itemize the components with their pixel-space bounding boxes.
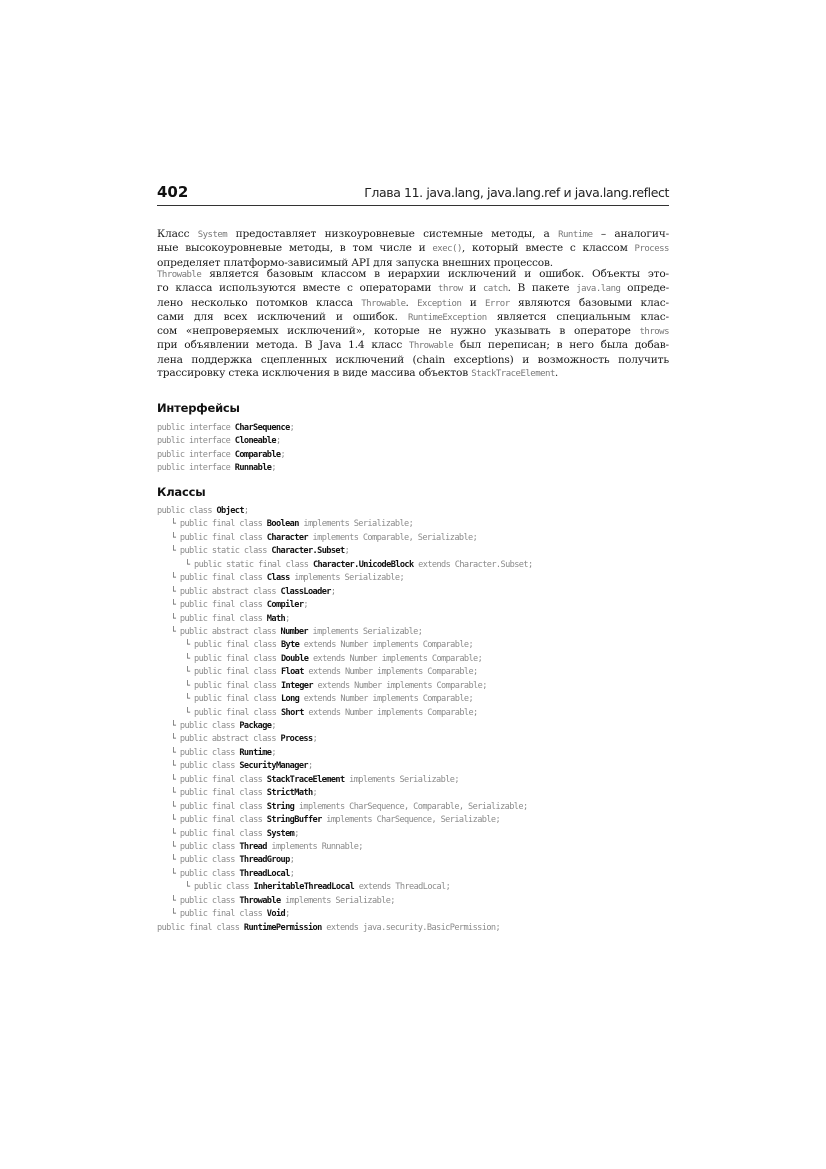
type-name: Byte [280,640,300,651]
text-run: лена поддержка сцепленных исключений (chain exceptions) и возможность получить [157,353,669,366]
declaration-modifiers: public final class [157,922,244,933]
tree-branch-icon: └ [184,667,195,678]
type-name: Void [266,909,286,920]
declaration-modifiers: public final class [179,801,267,812]
paragraph-line [157,339,669,353]
inline-code: System [197,230,228,240]
text-run: является специальным клас- [486,310,669,323]
classes-code-block [157,505,533,935]
declaration-modifiers: public final class [194,694,281,705]
tree-branch-icon: └ [170,573,180,584]
declaration-modifiers: public final class [194,667,281,678]
indent [157,614,171,624]
tree-branch-icon: └ [170,747,180,758]
text-run: ные высокоуровневые методы, в том числе и [157,242,433,255]
type-name: Throwable [239,895,281,906]
type-name: Process [280,734,313,745]
indent [157,788,171,798]
tree-branch-icon: └ [170,600,180,611]
code-line [157,559,533,572]
declaration-modifiers: public static final class [194,559,313,570]
paragraph-line [157,325,669,339]
indent [157,748,171,758]
tree-branch-icon: └ [170,519,180,530]
code-line [157,707,533,720]
declaration-tail: ; [289,868,295,879]
declaration-modifiers: public class [179,855,240,866]
text-run: и [462,282,484,295]
declaration-modifiers: public interface [157,423,235,433]
code-line [157,828,533,841]
type-name: Object [216,506,244,516]
type-name: Thread [239,841,267,852]
declaration-modifiers: public interface [157,436,235,447]
declaration-tail: ; [280,449,286,460]
code-line [157,462,294,475]
tree-branch-icon: └ [170,895,180,906]
type-name: Short [280,707,304,718]
tree-branch-icon: └ [170,626,180,637]
tree-branch-icon: └ [184,640,195,651]
declaration-tail: implements Serializable; [344,774,459,785]
indent [157,815,171,825]
code-line [157,518,533,531]
code-line [157,774,533,787]
text-run: – аналогич- [592,228,670,240]
code-line [157,733,533,746]
tree-branch-icon: └ [184,694,195,705]
type-name: StrictMath [266,788,313,799]
declaration-tail: implements Runnable; [266,841,363,852]
indent [157,533,171,543]
indent [157,761,171,771]
code-line [157,841,533,854]
inline-code: Runtime [558,230,593,240]
tree-branch-icon: └ [184,707,195,718]
declaration-modifiers: public final class [179,909,267,920]
indent [162,667,185,677]
declaration-tail: ; [271,747,276,758]
indent [162,560,185,570]
declaration-tail: extends Number implements Comparable; [303,707,478,718]
text-run: . [405,296,418,309]
indent [162,654,185,664]
code-line [157,922,533,935]
declaration-modifiers: public final class [179,788,267,799]
declaration-tail: ; [271,463,276,474]
code-line [157,639,533,652]
declaration-tail: ; [312,734,318,745]
indent [157,519,171,529]
indent [162,882,185,892]
declaration-modifiers: public class [194,882,254,893]
text-run: при объявлении метода. В Java 1.4 класс [157,339,409,352]
text-run: лено несколько потомков класса [157,296,362,309]
type-name: StringBuffer [266,815,322,826]
type-name: Package [239,721,272,731]
declaration-modifiers: public class [157,506,217,516]
tree-branch-icon: └ [170,613,180,624]
type-name: ThreadGroup [239,855,290,866]
declaration-tail: implements Serializable; [307,626,423,637]
code-line [157,666,533,679]
running-chapter-title: Глава 11. java.lang, java.lang.ref и java.lang.reflect [364,185,669,200]
declaration-tail: extends Number implements Comparable; [308,653,483,664]
declaration-tail: implements Serializable; [298,519,414,530]
tree-branch-icon: └ [170,855,180,866]
type-name: Compiler [266,600,304,611]
declaration-modifiers: public class [179,841,240,852]
indent [157,855,171,865]
inline-code: java.lang [576,284,621,295]
paragraph-line [157,367,669,381]
paragraph-line [157,311,669,325]
tree-branch-icon: └ [170,774,180,785]
indent [157,627,171,637]
tree-branch-icon: └ [170,841,180,852]
declaration-modifiers: public final class [179,600,267,611]
tree-branch-icon: └ [170,761,180,772]
code-line [157,680,533,693]
code-line [157,599,533,612]
type-name: Runnable [234,463,272,474]
declaration-modifiers: public class [179,868,240,879]
declaration-modifiers: public final class [179,519,267,530]
paragraph-line [157,297,669,311]
declaration-modifiers: public final class [194,640,281,651]
declaration-modifiers: public class [179,895,240,906]
declaration-tail: implements CharSequence, Serializable; [321,815,501,826]
declaration-tail: extends Character.Subset; [413,559,533,570]
declaration-modifiers: public final class [179,774,267,785]
indent [157,869,171,879]
code-line [157,449,294,462]
tree-branch-icon: └ [170,801,180,812]
indent [157,600,171,610]
text-run: . [554,367,559,380]
text-run: являются базовыми клас- [509,296,669,309]
type-name: System [266,828,295,839]
code-line [157,693,533,706]
declaration-modifiers: public interface [157,449,235,460]
page-header [157,183,669,206]
type-name: Long [280,694,300,705]
declaration-tail: ; [275,436,281,447]
declaration-tail: ; [271,721,276,731]
indent [162,708,185,718]
declaration-tail: implements Serializable; [289,573,405,584]
code-line [157,545,533,558]
declaration-modifiers: public final class [194,707,281,718]
declaration-tail: ; [312,788,318,799]
declaration-modifiers: public class [179,761,240,772]
declaration-modifiers: public class [179,747,240,758]
declaration-tail: extends Number implements Comparable; [303,667,478,678]
declaration-tail: implements Comparable, Serializable; [307,532,478,543]
text-run: сами для всех исключений и ошибок. [157,310,408,323]
declaration-tail: extends Number implements Comparable; [299,640,474,651]
declaration-modifiers: public final class [194,653,281,664]
page-number: 402 [157,183,189,201]
paragraph-system-runtime [157,228,669,270]
code-line [157,422,294,435]
indent [157,721,171,731]
declaration-modifiers: public final class [179,815,267,826]
tree-branch-icon: └ [170,532,180,543]
declaration-tail: extends ThreadLocal; [354,882,451,893]
indent [157,842,171,852]
type-name: RuntimePermission [243,922,322,933]
declaration-tail: extends Number implements Comparable; [312,680,487,691]
tree-branch-icon: └ [170,546,180,557]
tree-branch-icon: └ [170,788,180,799]
code-line [157,787,533,800]
declaration-modifiers: public final class [179,828,267,839]
indent [157,829,171,839]
type-name: Math [266,613,286,624]
code-line [157,895,533,908]
paragraph-line [157,268,669,282]
declaration-tail: ; [285,613,290,624]
code-line [157,881,533,894]
declaration-tail: ; [294,828,299,839]
paragraph-line [157,354,669,367]
declaration-modifiers: public final class [179,573,267,584]
inline-code: throws [639,327,669,338]
declaration-tail: extends java.security.BasicPermission; [321,922,501,933]
text-run: опреде- [620,282,669,295]
indent [162,681,185,691]
code-line [157,747,533,760]
code-line [157,814,533,827]
text-run: сом «непроверяемых исключений», которые не нужно указывать в операторе [157,325,640,338]
type-name: Runtime [239,747,272,758]
tree-branch-icon: └ [184,653,195,664]
text-run: предоставляет низкоуровневые системные методы, а [227,228,559,240]
indent [157,587,171,597]
type-name: Integer [280,680,313,691]
declaration-tail: ; [307,761,313,772]
indent [157,775,171,785]
tree-branch-icon: └ [184,559,195,570]
declaration-modifiers: public final class [194,680,281,691]
code-line [157,908,533,921]
text-run: определяет платформо-зависимый API для запуска внешних процессов. [157,256,554,269]
type-name: Class [266,573,290,584]
type-name: CharSequence [234,423,290,433]
type-name: Boolean [266,519,299,530]
declaration-modifiers: public abstract class [179,586,281,597]
text-run: , который вместе с классом [461,242,635,255]
type-name: Character.Subset [271,546,345,557]
inline-code: Error [485,298,510,309]
indent [157,802,171,812]
paragraph-line [157,282,669,296]
paragraph-line [157,228,669,242]
code-line [157,854,533,867]
inline-code: throw [438,284,463,295]
inline-code: Throwable [408,341,454,352]
indent [162,694,185,704]
code-line [157,653,533,666]
code-line [157,613,533,626]
declaration-tail: ; [344,546,350,557]
declaration-tail: implements Serializable; [280,895,395,906]
inline-code: StackTraceElement [471,369,555,380]
inline-code: Process [634,244,669,255]
declaration-modifiers: public static class [179,546,272,557]
type-name: String [266,801,295,812]
tree-branch-icon: └ [170,734,180,745]
code-line [157,868,533,881]
text-run: Класс [157,228,198,240]
type-name: Character.UnicodeBlock [312,559,414,570]
indent [157,734,171,744]
text-run: трассировку стека исключения в виде массива объектов [157,367,472,380]
type-name: InheritableThreadLocal [253,882,355,893]
declaration-tail: implements CharSequence, Comparable, Serializable; [294,801,528,812]
paragraph-line [157,242,669,256]
declaration-tail: ; [303,600,308,611]
type-name: StackTraceElement [266,774,345,785]
tree-branch-icon: └ [170,721,180,731]
declaration-tail: ; [243,506,249,516]
tree-branch-icon: └ [170,909,180,920]
text-run: го класса используются вместе с операторами [157,282,439,295]
inline-code: Exception [417,298,462,309]
paragraph-throwable [157,268,669,381]
declaration-modifiers: public interface [157,463,235,474]
type-name: ThreadLocal [239,868,290,879]
type-name: Number [280,626,308,637]
indent [157,896,171,906]
code-line [157,801,533,814]
inline-code: catch [483,284,508,295]
type-name: Double [280,653,309,664]
code-line [157,626,533,639]
text-run: был переписан; в него была добав- [453,339,669,352]
indent [157,909,171,919]
declaration-tail: extends Number implements Comparable; [299,694,474,705]
tree-branch-icon: └ [170,586,180,597]
interfaces-code-block [157,422,294,476]
declaration-modifiers: public abstract class [179,626,281,637]
indent [157,546,171,556]
declaration-tail: ; [330,586,336,597]
tree-branch-icon: └ [184,680,195,691]
indent [162,640,185,650]
type-name: Character [266,532,308,543]
code-line [157,505,533,518]
type-name: ClassLoader [280,586,331,597]
code-line [157,720,533,733]
heading-interfaces: Интерфейсы [157,401,240,415]
code-line [157,532,533,545]
tree-branch-icon: └ [170,815,180,826]
inline-code: RuntimeException [407,312,487,323]
type-name: SecurityManager [239,761,308,772]
declaration-modifiers: public final class [179,532,267,543]
type-name: Float [280,667,304,678]
code-line [157,586,533,599]
code-line [157,435,294,448]
code-line [157,760,533,773]
type-name: Comparable [234,449,281,460]
declaration-tail: ; [289,423,295,433]
indent [157,573,171,583]
text-run: . В пакете [507,282,577,295]
inline-code: Throwable [157,270,202,280]
tree-branch-icon: └ [184,882,195,893]
declaration-tail: ; [289,855,295,866]
declaration-modifiers: public final class [179,613,267,624]
type-name: Cloneable [234,436,276,447]
code-line [157,572,533,585]
tree-branch-icon: └ [170,828,180,839]
declaration-tail: ; [285,909,290,920]
inline-code: exec() [432,244,462,255]
text-run: и [461,296,486,309]
declaration-modifiers: public class [179,721,240,731]
text-run: является базовым классом в иерархии исключений и ошибок. Объекты это- [201,268,669,280]
declaration-modifiers: public abstract class [179,734,281,745]
heading-classes: Классы [157,485,206,499]
inline-code: Throwable [361,298,406,309]
tree-branch-icon: └ [170,868,180,879]
